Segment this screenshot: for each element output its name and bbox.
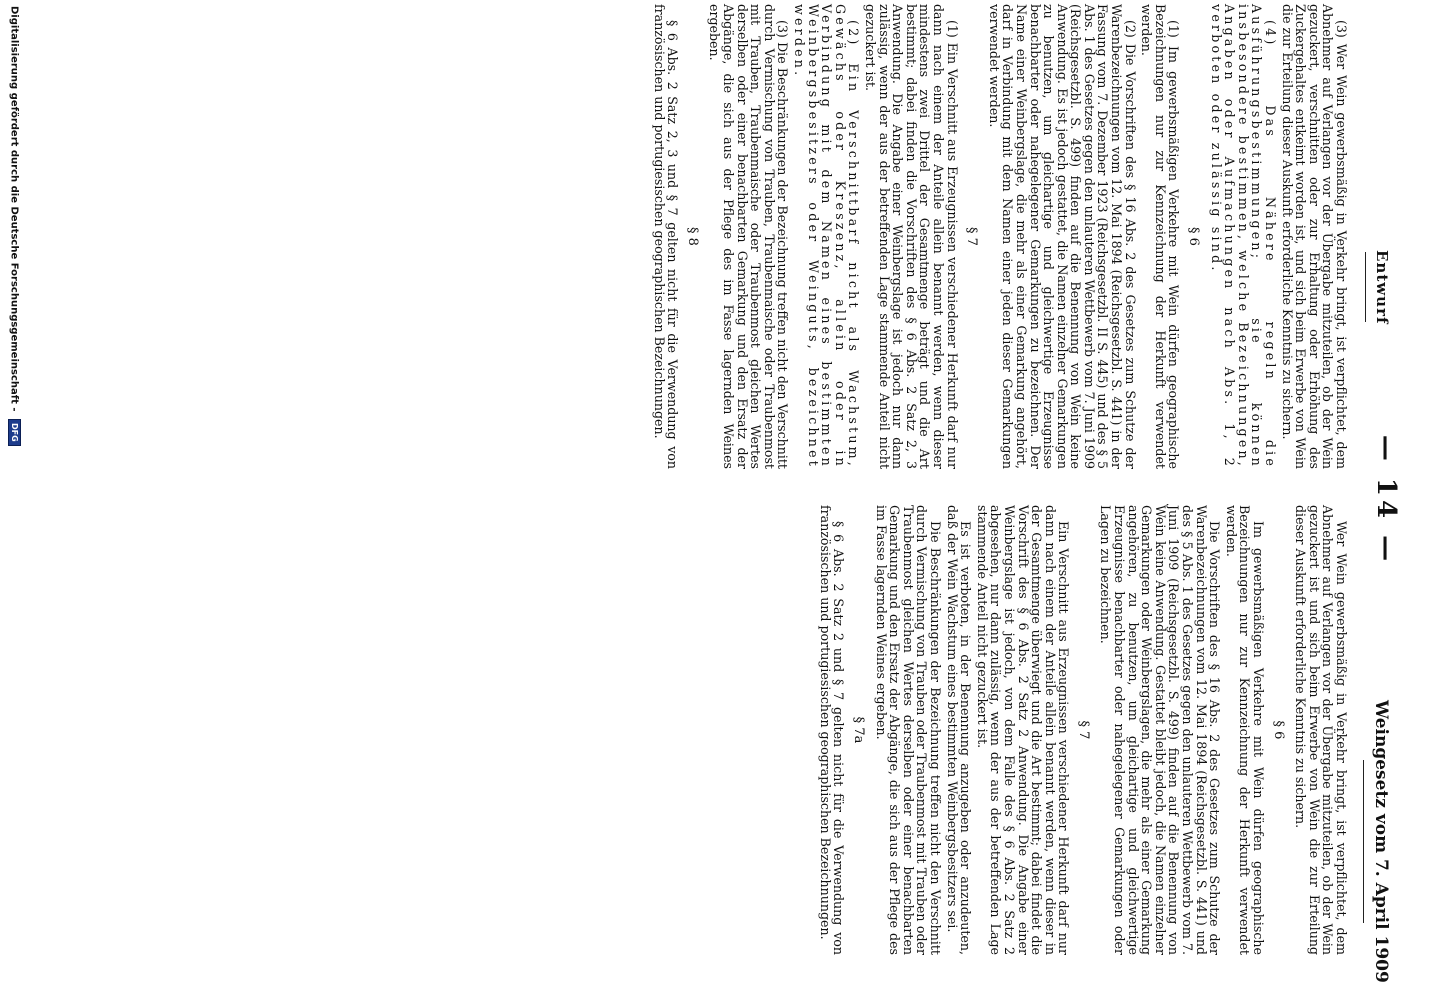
paragraph: (2) Die Vorschriften des § 16 Abs. 2 des Gesetzes zum Schutze der Warenbezeichnungen vom 12. Mai 1894 (Reichsgesetzbl. S. 441) in der Fassung vom 7. Dezember 1923 (Reichsgesetzbl. II S. 445) und des § 5 Abs. 1 des Gesetzes gegen den unlauteren Wettbewerb vom 7. Juni 1909 (Reichsgesetzbl. S. 499) finden auf die Benennung von Wein keine Anwendung. Es ist jedoch gestattet, die Namen einzelner Gemarkungen zu benutzen, um gleichartige und gleichwertige Erzeugnisse benachbarter oder nahegelegener Gemarkungen zu bezeichnen. Der Name einer Weinbergslage, die mehr als einer Gemarkung angehört, darf in Verbindung mit dem Namen einer jeden dieser Gemarkungen verwendet werden.: [986, 4, 1138, 469]
paragraph: Ein Verschnitt aus Erzeugnissen verschiedener Herkunft darf nur dann nach einem der Anteile allein benannt werden, wenn dieser in der Gesamtmenge überwiegt und die Art bestimmt; dabei findet die Vorschrift des § 6 Abs. 2 Satz 2 Anwendung. Die Angabe einer Weinbergslage ist jedoch, von dem Falle des § 6 Abs. 2 Satz 2 abgesehen, nur dann zulässig, wenn der aus der betreffenden Lage stammende Anteil nicht gezuckert ist.: [974, 505, 1072, 955]
paragraph: (4) Das Nähere regeln die Ausführungsbestimmungen; sie können insbesondere bestimmen, welche Bezeichnungen, Angaben oder Aufmachungen nach Abs. 1, 2 verboten oder zulässig sind.: [1208, 4, 1279, 469]
law-1909-column: [815, 505, 1348, 955]
paragraph: § 6 Abs. 2 Satz 2, 3 und § 7 gelten nicht für die Verwendung von französischen und portugiesischen geographischen Bezeichnungen.: [651, 4, 681, 469]
section-heading: § 7: [1075, 720, 1091, 740]
paragraph: Es ist verboten, in der Benennung anzugeben oder anzudeuten, daß der Wein Wachstum eines bestimmten Weinbergsbesitzers sei.: [944, 505, 974, 955]
paragraph: (2) Ein Verschnittbarf nicht als Wachstum, Gewächs oder Kreszenz, allein oder in Verbindung mit dem Namen eines bestimmten Weinbergsbesitzers oder Weinguts, bezeichnet werden.: [792, 4, 862, 469]
draft-column: [649, 4, 1348, 469]
header-draft-label: Entwurf: [1373, 250, 1391, 325]
page-number: — 14 —: [1371, 434, 1401, 566]
page-header: [1359, 0, 1419, 1000]
dfg-logo: DFG: [8, 419, 21, 446]
paragraph: Die Vorschriften des § 16 Abs. 2 des Gesetzes zum Schutze der Warenbezeichnungen vom 12. Mai 1894 (Reichsgesetzbl. S. 441) und des § 5 Abs. 1 des Gesetzes gegen den unlauteren Wettbewerb vom 7. Juni 1909 (Reichsgesetzbl. S. 499) finden auf die Benennung von Wein keine Anwendung. Gestattet bleibt jedoch, die Namen einzelner Gemarkungen oder Weinbergslagen, die mehr als einer Gemarkung angehören, zu benutzen, um gleichartige und gleichwertige Erzeugnisse benachbarter oder nahegelegener Gemarkungen oder Lagen zu bezeichnen.: [1098, 505, 1223, 955]
paragraph: (1) Im gewerbsmäßigen Verkehre mit Wein dürfen geographische Bezeichnungen nur zur Kennzeichnung der Herkunft verwendet werden.: [1139, 4, 1182, 469]
paragraph: Wer Wein gewerbsmäßig in Verkehr bringt, ist verpflichtet, dem Abnehmer auf Verlangen vor der Übergabe mitzuteilen, ob der Wein gezuckert ist und sich beim Erwerbe von Wein die zur Erteilung dieser Auskunft erforderliche Kenntnis zu sichern.: [1293, 505, 1349, 955]
section-heading: § 7a: [851, 716, 866, 744]
paragraph: (1) Ein Verschnitt aus Erzeugnissen verschiedener Herkunft darf nur dann nach einem der Anteile allein benannt werden, wenn dieser mindestens zwei Drittel der Gesamtmenge beträgt und die Art bestimmt; dabei finden die Vorschriften des § 6 Abs. 2 Satz 2, 3 Anwendung. Die Angabe einer Weinbergslage ist jedoch nur dann zulässig, wenn der aus der betreffenden Lage stammende Anteil nicht gezuckert ist.: [863, 4, 960, 469]
section-heading: § 8: [684, 227, 700, 246]
digitization-credit: [8, 6, 21, 1006]
section-heading: § 7: [964, 227, 980, 246]
paragraph: Im gewerbsmäßigen Verkehre mit Wein dürfen geographische Bezeichnungen nur zur Kennzeichnung der Herkunft verwendet werden.: [1223, 505, 1267, 955]
paragraph: (3) Wer Wein gewerbsmäßig in Verkehr bringt, ist verpflichtet, dem Abnehmer auf Verlangen vor der Übergabe mitzuteilen, ob der Wein gezuckert, verschnitten oder zur Erhaltung oder Erhöhung des Zuckergehaltes entkeimt worden ist, und sich beim Erwerbe von Wein die zur Erteilung dieser Auskunft erforderliche Kenntnis zu sichern.: [1279, 4, 1349, 469]
section-heading: § 6: [1270, 720, 1286, 740]
paragraph: § 6 Abs. 2 Satz 2 und § 7 gelten nicht für die Verwendung von französischen und portugiesischen geographischen Bezeichnungen.: [817, 505, 847, 955]
paragraph: (3) Die Beschränkungen der Bezeichnung treffen nicht den Verschnitt durch Vermischung von Trauben, Traubenmaische oder Traubenmost mit Trauben, Traubenmaische oder Traubenmost gleichen Wertes derselben oder einer benachbarten Gemarkung und den Ersatz der Abgänge, die sich aus der Pflege des im Fasse lagernden Weines ergeben.: [707, 4, 791, 469]
paragraph: Die Beschränkungen der Bezeichnung treffen nicht den Verschnitt durch Vermischung von Trauben oder Traubenmost mit Trauben oder Traubenmost gleichen Wertes derselben oder einer benachbarten Gemarkung und den Ersatz der Abgänge, die sich aus der Pflege des im Fasse lagernden Weines ergeben.: [873, 505, 943, 955]
header-law-title: Weingesetz vom 7. April 1909: [1371, 700, 1391, 983]
credit-text: Digitalisierung gefördert durch die Deutsche Forschungsgemeinschaft -: [8, 6, 20, 412]
section-heading: § 6: [1186, 227, 1202, 246]
